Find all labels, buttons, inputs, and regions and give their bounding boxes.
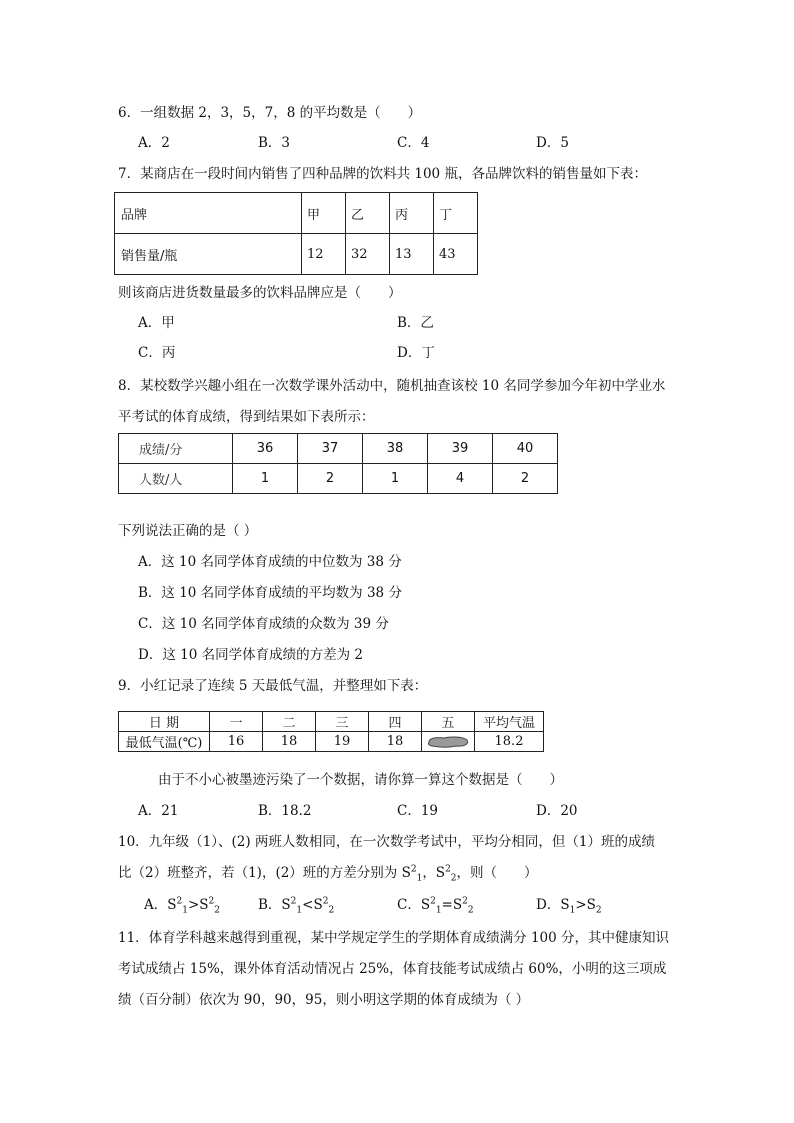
q7-option-a: A．甲 bbox=[138, 315, 175, 331]
table-cell: 销售量/瓶 bbox=[115, 234, 302, 275]
table-row bbox=[119, 712, 544, 732]
subscript: 2 bbox=[214, 905, 220, 916]
q9-temperature-table bbox=[118, 711, 544, 752]
table-row bbox=[119, 434, 558, 464]
option-text: D．S bbox=[536, 897, 570, 913]
subscript: 2 bbox=[328, 905, 335, 916]
option-text: B．S bbox=[258, 897, 291, 913]
subscript: 2 bbox=[450, 873, 457, 884]
table-cell: 13 bbox=[390, 234, 434, 275]
q8-option-a: A．这 10 名同学体育成绩的中位数为 38 分 bbox=[138, 554, 402, 570]
table-cell: 人数/人 bbox=[119, 464, 233, 494]
superscript: 2 bbox=[430, 896, 436, 907]
q9-stem: 9．小红记录了连续 5 天最低气温，并整理如下表： bbox=[118, 678, 428, 694]
option-text: <S bbox=[302, 897, 323, 913]
table-row bbox=[115, 193, 478, 234]
table-cell: 32 bbox=[346, 234, 390, 275]
q6-option-a: A．2 bbox=[138, 135, 170, 151]
ink-smudge-icon bbox=[426, 735, 470, 749]
q8-question: 下列说法正确的是（ ） bbox=[118, 523, 258, 539]
q6-stem: 6．一组数据 2，3，5，7，8 的平均数是（ ） bbox=[118, 105, 422, 121]
table-cell: 乙 bbox=[346, 193, 390, 234]
q7-question: 则该商店进货数量最多的饮料品牌应是（ ） bbox=[118, 285, 402, 301]
subscript: 1 bbox=[416, 873, 423, 884]
table-cell: 18 bbox=[263, 732, 316, 752]
table-cell: 平均气温 bbox=[475, 712, 544, 732]
table-cell: 二 bbox=[263, 712, 316, 732]
table-cell: 19 bbox=[316, 732, 369, 752]
q10-stem-text: 比（2）班整齐，若（1)，(2）班的方差分别为 S bbox=[118, 865, 411, 881]
q7-sales-table bbox=[114, 192, 478, 275]
q8-option-b: B．这 10 名同学体育成绩的平均数为 38 分 bbox=[138, 585, 402, 601]
table-cell: 40 bbox=[493, 434, 558, 464]
q9-question: 由于不小心被墨迹污染了一个数据，请你算一算这个数据是（ ） bbox=[158, 772, 563, 788]
q7-option-b: B．乙 bbox=[397, 315, 434, 331]
table-cell: 39 bbox=[428, 434, 493, 464]
table-cell: 日 期 bbox=[119, 712, 210, 732]
table-cell: 丙 bbox=[390, 193, 434, 234]
q6-option-d: D．5 bbox=[536, 135, 569, 151]
table-row bbox=[119, 732, 544, 752]
q10-option-b bbox=[258, 896, 334, 914]
q10-option-c bbox=[397, 896, 474, 914]
table-cell: 1 bbox=[363, 464, 428, 494]
table-cell: 四 bbox=[369, 712, 422, 732]
table-cell: 16 bbox=[210, 732, 263, 752]
q11-line3: 绩（百分制）依次为 90，90，95，则小明这学期的体育成绩为（ ） bbox=[118, 992, 530, 1008]
table-cell: 成绩/分 bbox=[119, 434, 233, 464]
q10-stem-line1: 10．九年级（1）、(2) 两班人数相同，在一次数学考试中，平均分相同，但（1）班的成绩 bbox=[118, 834, 656, 850]
superscript: 2 bbox=[176, 896, 183, 907]
superscript: 2 bbox=[445, 864, 451, 875]
table-cell: 三 bbox=[316, 712, 369, 732]
q9-option-a: A．21 bbox=[138, 803, 179, 819]
ink-smudge-cell bbox=[422, 732, 475, 752]
table-row bbox=[119, 464, 558, 494]
table-cell: 38 bbox=[363, 434, 428, 464]
q10-stem-text: ，S bbox=[422, 865, 446, 881]
subscript: 1 bbox=[435, 905, 442, 916]
table-cell: 最低气温(℃) bbox=[119, 732, 210, 752]
subscript: 1 bbox=[569, 905, 576, 916]
q7-stem: 7．某商店在一段时间内销售了四种品牌的饮料共 100 瓶，各品牌饮料的销售量如下表： bbox=[118, 166, 647, 182]
table-cell: 12 bbox=[302, 234, 346, 275]
option-text: >S bbox=[187, 897, 209, 913]
option-text: C．S bbox=[397, 897, 431, 913]
q6-option-b: B．3 bbox=[258, 135, 291, 151]
q10-option-a bbox=[144, 896, 220, 914]
table-cell: 43 bbox=[434, 234, 478, 275]
table-cell: 甲 bbox=[302, 193, 346, 234]
q8-score-table bbox=[118, 433, 558, 494]
option-text: A．S bbox=[144, 897, 177, 913]
q8-stem-line2: 平考试的体育成绩，得到结果如下表所示： bbox=[118, 409, 375, 425]
q10-stem-text: ，则（ ） bbox=[456, 865, 538, 881]
subscript: 2 bbox=[467, 905, 474, 916]
q11-line2: 考试成绩占 15%，课外体育活动情况占 25%，体育技能考试成绩占 60%，小明的这三项成 bbox=[118, 961, 667, 977]
table-cell: 2 bbox=[493, 464, 558, 494]
table-row bbox=[115, 234, 478, 275]
q8-option-c: C．这 10 名同学体育成绩的众数为 39 分 bbox=[138, 616, 389, 632]
q9-option-c: C．19 bbox=[397, 803, 439, 819]
table-cell: 一 bbox=[210, 712, 263, 732]
superscript: 2 bbox=[410, 864, 417, 875]
q7-option-d: D．丁 bbox=[397, 345, 435, 361]
q6-option-c: C．4 bbox=[397, 135, 430, 151]
q8-stem-line1: 8．某校数学兴趣小组在一次数学课外活动中，随机抽查该校 10 名同学参加今年初中学业水 bbox=[118, 378, 666, 394]
option-text: =S bbox=[441, 897, 463, 913]
superscript: 2 bbox=[322, 896, 329, 907]
subscript: 1 bbox=[296, 905, 303, 916]
q9-option-b: B．18.2 bbox=[258, 803, 312, 819]
option-text: >S bbox=[575, 897, 596, 913]
table-cell: 2 bbox=[298, 464, 363, 494]
q10-option-d bbox=[536, 896, 602, 914]
table-cell: 37 bbox=[298, 434, 363, 464]
table-cell: 丁 bbox=[434, 193, 478, 234]
subscript: 2 bbox=[595, 905, 602, 916]
table-cell: 五 bbox=[422, 712, 475, 732]
q11-line1: 11．体育学科越来越得到重视，某中学规定学生的学期体育成绩满分 100 分，其中健康知识 bbox=[118, 930, 670, 946]
q7-option-c: C．丙 bbox=[138, 345, 176, 361]
subscript: 1 bbox=[182, 905, 188, 916]
table-cell: 18 bbox=[369, 732, 422, 752]
q10-stem-line2 bbox=[118, 864, 538, 882]
table-cell: 品牌 bbox=[115, 193, 302, 234]
table-cell: 4 bbox=[428, 464, 493, 494]
table-cell: 18.2 bbox=[475, 732, 544, 752]
q8-option-d: D．这 10 名同学体育成绩的方差为 2 bbox=[138, 647, 363, 663]
superscript: 2 bbox=[208, 896, 215, 907]
superscript: 2 bbox=[462, 896, 468, 907]
q9-option-d: D．20 bbox=[536, 803, 578, 819]
table-cell: 1 bbox=[233, 464, 298, 494]
superscript: 2 bbox=[290, 896, 297, 907]
table-cell: 36 bbox=[233, 434, 298, 464]
